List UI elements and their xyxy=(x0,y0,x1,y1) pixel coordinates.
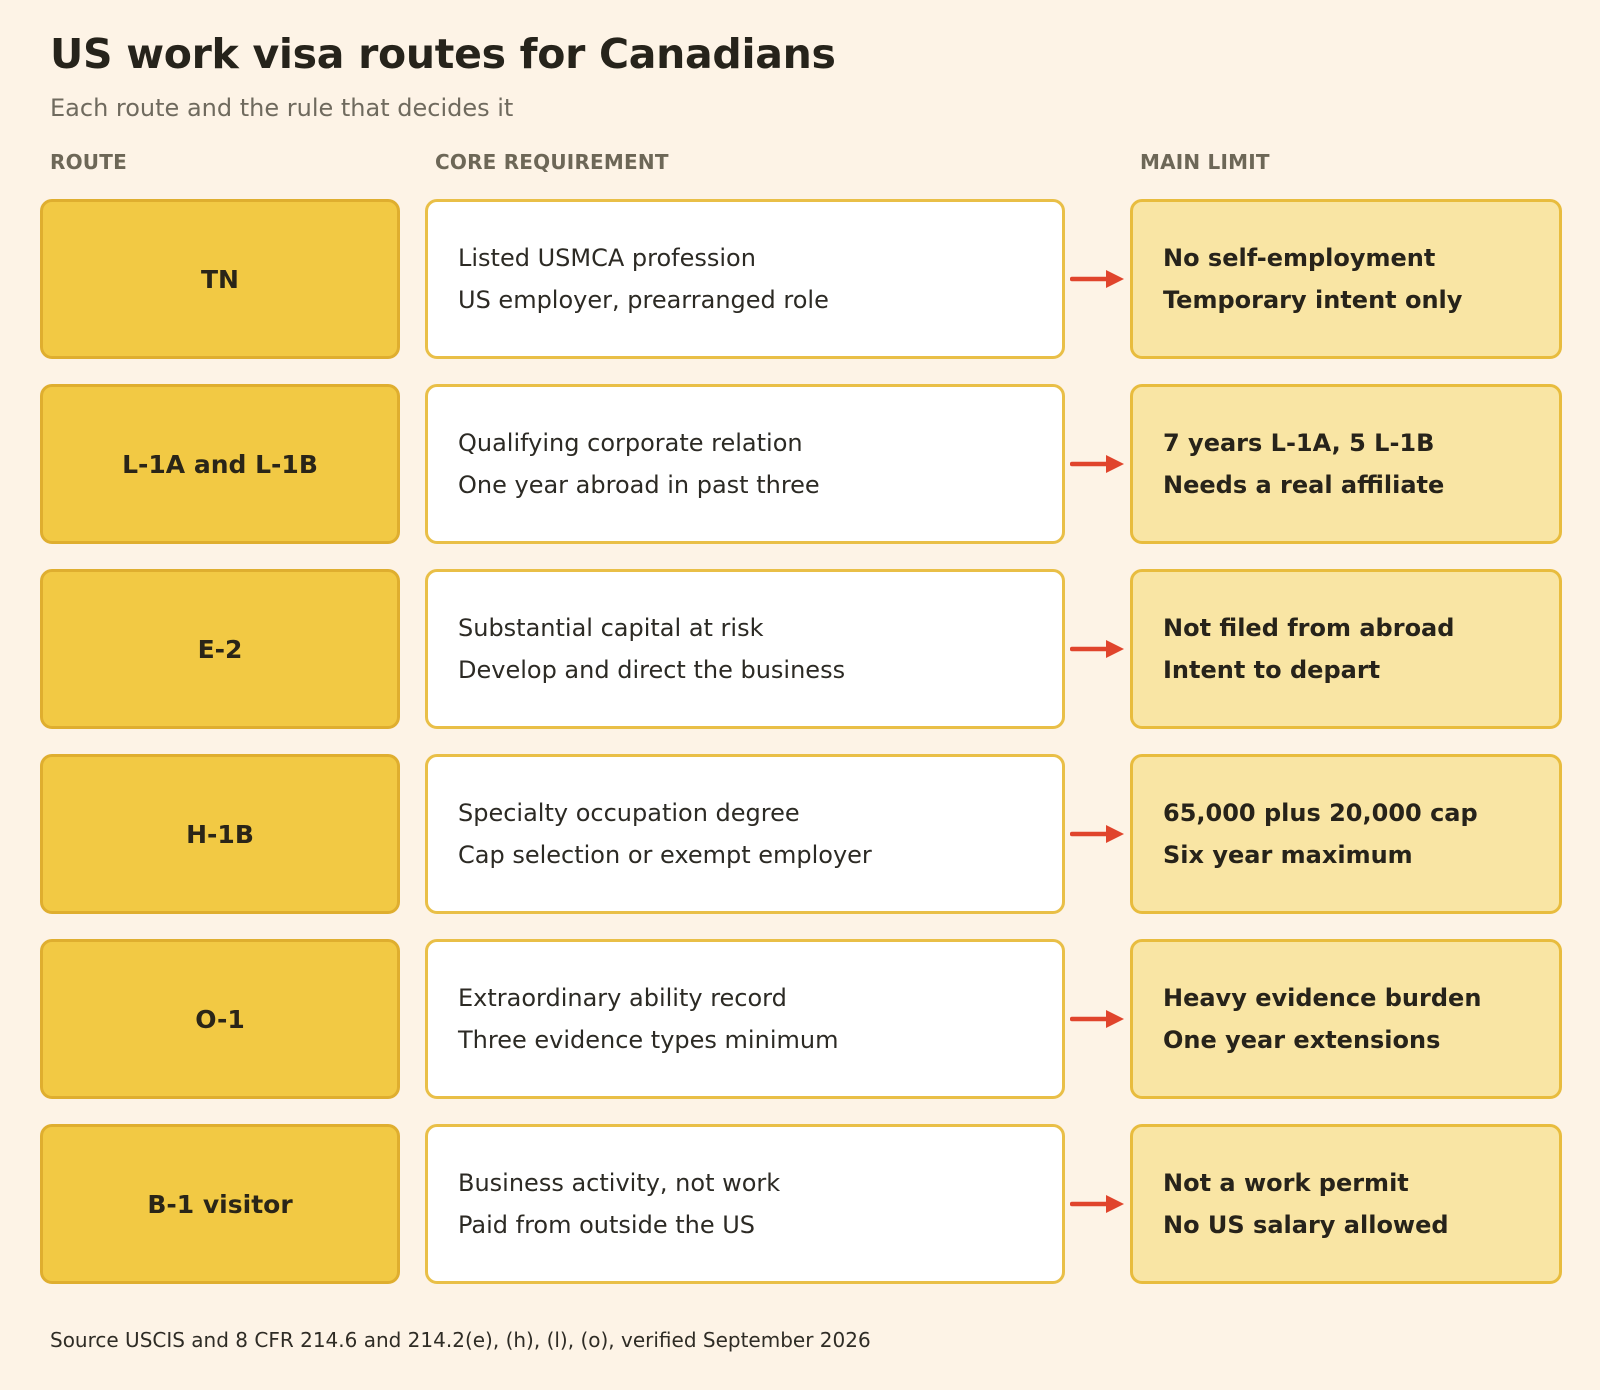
requirement-line: Extraordinary ability record xyxy=(458,984,787,1012)
page-subtitle: Each route and the rule that decides it xyxy=(50,94,514,122)
requirement-line: Specialty occupation degree xyxy=(458,799,800,827)
route-label: E-2 xyxy=(197,634,243,664)
limit-box xyxy=(1130,569,1562,729)
requirement-line: Listed USMCA profession xyxy=(458,244,756,272)
route-box xyxy=(40,384,400,544)
page-title: US work visa routes for Canadians xyxy=(50,30,836,78)
route-row-h1b xyxy=(0,754,1600,914)
column-header-requirement: CORE REQUIREMENT xyxy=(435,150,669,174)
route-row-tn xyxy=(0,199,1600,359)
requirement-line: Three evidence types minimum xyxy=(458,1026,839,1054)
limit-line: Needs a real affiliate xyxy=(1163,471,1445,499)
limit-line: 7 years L-1A, 5 L-1B xyxy=(1163,429,1435,457)
route-row-b1 xyxy=(0,1124,1600,1284)
limit-line: Heavy evidence burden xyxy=(1163,984,1482,1012)
arrow-right-icon xyxy=(1070,1007,1126,1031)
route-row-l1 xyxy=(0,384,1600,544)
limit-line: 65,000 plus 20,000 cap xyxy=(1163,799,1478,827)
requirement-line: Substantial capital at risk xyxy=(458,614,764,642)
limit-box xyxy=(1130,384,1562,544)
column-header-route: ROUTE xyxy=(50,150,127,174)
requirement-box xyxy=(425,384,1065,544)
route-box xyxy=(40,569,400,729)
requirement-box xyxy=(425,939,1065,1099)
route-row-e2 xyxy=(0,569,1600,729)
arrow-right-icon xyxy=(1070,1192,1126,1216)
requirement-box xyxy=(425,1124,1065,1284)
requirement-line: Qualifying corporate relation xyxy=(458,429,803,457)
route-box xyxy=(40,199,400,359)
requirement-box xyxy=(425,754,1065,914)
limit-box xyxy=(1130,199,1562,359)
limit-line: One year extensions xyxy=(1163,1026,1441,1054)
limit-line: No self-employment xyxy=(1163,244,1436,272)
route-label: B-1 visitor xyxy=(147,1189,293,1219)
limit-line: Temporary intent only xyxy=(1163,286,1463,314)
source-note: Source USCIS and 8 CFR 214.6 and 214.2(e), (h), (l), (o), verified September 2026 xyxy=(50,1328,871,1352)
limit-box xyxy=(1130,1124,1562,1284)
route-row-o1 xyxy=(0,939,1600,1099)
route-label: TN xyxy=(201,264,239,294)
route-box xyxy=(40,939,400,1099)
requirement-line: Business activity, not work xyxy=(458,1169,781,1197)
requirement-line: Paid from outside the US xyxy=(458,1211,756,1239)
arrow-right-icon xyxy=(1070,637,1126,661)
limit-box xyxy=(1130,939,1562,1099)
requirement-line: US employer, prearranged role xyxy=(458,286,829,314)
route-box xyxy=(40,1124,400,1284)
column-header-limit: MAIN LIMIT xyxy=(1140,150,1270,174)
requirement-line: One year abroad in past three xyxy=(458,471,820,499)
arrow-right-icon xyxy=(1070,452,1126,476)
arrow-right-icon xyxy=(1070,267,1126,291)
limit-line: Not a work permit xyxy=(1163,1169,1409,1197)
route-label: L-1A and L-1B xyxy=(122,449,318,479)
limit-line: Six year maximum xyxy=(1163,841,1413,869)
requirement-line: Develop and direct the business xyxy=(458,656,846,684)
limit-line: No US salary allowed xyxy=(1163,1211,1449,1239)
route-label: H-1B xyxy=(186,819,254,849)
requirement-box xyxy=(425,569,1065,729)
route-label: O-1 xyxy=(195,1004,245,1034)
route-box xyxy=(40,754,400,914)
requirement-box xyxy=(425,199,1065,359)
limit-line: Not filed from abroad xyxy=(1163,614,1455,642)
arrow-right-icon xyxy=(1070,822,1126,846)
limit-line: Intent to depart xyxy=(1163,656,1381,684)
limit-box xyxy=(1130,754,1562,914)
requirement-line: Cap selection or exempt employer xyxy=(458,841,872,869)
